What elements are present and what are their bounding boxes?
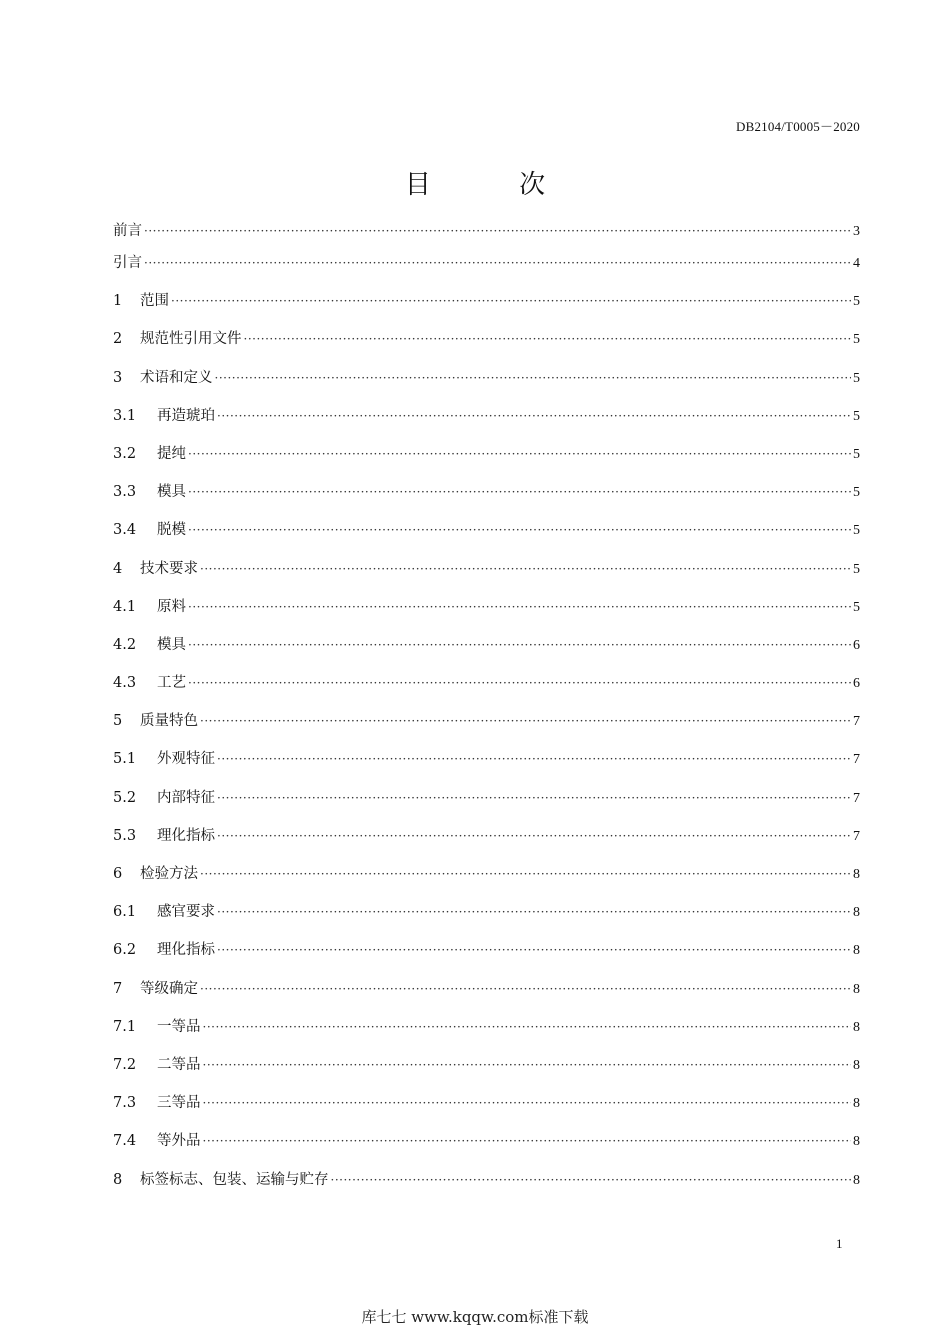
toc-entry[interactable] <box>113 1016 860 1054</box>
toc-leader-dots <box>188 634 851 656</box>
toc-entry-title: 一等品 <box>157 1018 201 1035</box>
toc-entry-number: 5.1 <box>113 751 137 768</box>
toc-entry-title: 理化指标 <box>157 827 215 844</box>
toc-entry[interactable] <box>113 596 860 634</box>
toc-entry-page: 8 <box>853 981 860 997</box>
toc-entry-page: 8 <box>853 943 860 959</box>
toc-leader-dots <box>200 558 851 580</box>
toc-leader-dots <box>171 290 851 312</box>
toc-leader-dots <box>217 748 851 770</box>
toc-entry-page: 5 <box>853 599 860 615</box>
toc-leader-dots <box>217 787 851 809</box>
toc-entry-title: 标签标志、包装、运输与贮存 <box>140 1171 329 1188</box>
toc-entry[interactable] <box>113 748 860 786</box>
toc-entry-number: 3 <box>113 369 123 386</box>
toc-leader-dots <box>331 1169 852 1191</box>
toc-entry-title: 脱模 <box>157 522 186 539</box>
toc-entry-title: 二等品 <box>157 1056 201 1073</box>
toc-leader-dots <box>203 1016 852 1038</box>
toc-entry-number: 5.2 <box>113 789 137 806</box>
toc-entry-title: 感官要求 <box>157 904 215 921</box>
toc-entry-page: 5 <box>853 485 860 501</box>
toc-entry[interactable] <box>113 978 860 1016</box>
toc-entry-number: 4.3 <box>113 675 137 692</box>
toc-entry-number: 8 <box>113 1171 123 1188</box>
toc-entry-number: 3.3 <box>113 484 137 501</box>
toc-entry-title: 外观特征 <box>157 751 215 768</box>
toc-entry-title: 引言 <box>113 255 142 271</box>
toc-entry[interactable] <box>113 672 860 710</box>
toc-entry[interactable] <box>113 787 860 825</box>
toc-leader-dots <box>188 443 851 465</box>
toc-entry-number: 7 <box>113 980 123 997</box>
toc-entry-page: 5 <box>853 332 860 348</box>
toc-leader-dots <box>188 481 851 503</box>
toc-entry[interactable] <box>113 481 860 519</box>
toc-entry-page: 7 <box>853 752 860 768</box>
toc-entry[interactable] <box>113 1092 860 1130</box>
toc-entry-page: 8 <box>853 1172 860 1188</box>
toc-leader-dots <box>244 328 852 350</box>
page-number: 1 <box>836 1236 843 1251</box>
toc-entry-title: 检验方法 <box>140 866 198 882</box>
toc-entry-page: 8 <box>853 1057 860 1073</box>
toc-entry-page: 5 <box>853 408 860 424</box>
page-title: 目 次 <box>404 170 586 200</box>
toc-entry-title: 质量特色 <box>140 713 198 730</box>
toc-entry-page: 5 <box>853 523 860 539</box>
toc-entry-page: 5 <box>853 294 860 310</box>
toc-entry-number: 2 <box>113 331 123 348</box>
toc-entry[interactable] <box>113 405 860 443</box>
toc-entry[interactable] <box>113 939 860 977</box>
toc-entry-page: 8 <box>853 1096 860 1112</box>
toc-leader-dots <box>188 519 851 541</box>
toc-leader-dots <box>217 939 851 961</box>
toc-entry-number: 7.1 <box>113 1018 137 1035</box>
toc-entry-page: 7 <box>853 714 860 730</box>
toc-entry-page: 8 <box>853 867 860 882</box>
toc-entry-number: 6.1 <box>113 904 137 921</box>
toc-entry-number: 7.2 <box>113 1056 137 1073</box>
toc-entry-number: 3.1 <box>113 407 137 424</box>
toc-leader-dots <box>217 901 851 923</box>
toc-entry-title: 工艺 <box>157 675 186 692</box>
toc-entry[interactable] <box>113 220 860 252</box>
toc-entry[interactable] <box>113 825 860 863</box>
toc-entry-page: 5 <box>853 561 860 577</box>
toc-entry-page: 8 <box>853 905 860 921</box>
toc-entry-number: 7.4 <box>113 1133 137 1150</box>
toc-leader-dots <box>215 367 852 389</box>
toc-entry-number: 5.3 <box>113 827 137 844</box>
toc-entry-number: 5 <box>113 713 123 730</box>
toc-entry-number: 6 <box>113 866 123 882</box>
toc-entry[interactable] <box>113 863 860 901</box>
toc-entry-page: 7 <box>853 828 860 844</box>
toc-entry-page: 5 <box>853 446 860 462</box>
toc-entry[interactable] <box>113 901 860 939</box>
toc-entry[interactable] <box>113 367 860 405</box>
toc-leader-dots <box>217 405 851 427</box>
toc-entry-number: 4 <box>113 560 123 577</box>
toc-entry-title: 模具 <box>157 636 186 653</box>
toc-entry-page: 5 <box>853 370 860 386</box>
toc-leader-dots <box>188 596 851 618</box>
toc-leader-dots <box>200 978 851 1000</box>
toc-entry-title: 提纯 <box>157 445 186 462</box>
toc-entry-title: 范围 <box>140 293 169 310</box>
toc-entry-page: 6 <box>853 637 860 653</box>
toc-entry-title: 模具 <box>157 484 186 501</box>
toc-entry-number: 4.2 <box>113 636 137 653</box>
toc-entry[interactable] <box>113 443 860 481</box>
toc-entry-number: 3.4 <box>113 522 137 539</box>
table-of-contents <box>113 220 860 1207</box>
toc-entry-page: 8 <box>853 1134 860 1150</box>
toc-leader-dots <box>203 1054 852 1076</box>
toc-entry[interactable] <box>113 634 860 672</box>
toc-entry-number: 1 <box>113 293 123 310</box>
toc-leader-dots <box>200 863 851 885</box>
toc-entry[interactable] <box>113 1054 860 1092</box>
toc-entry[interactable] <box>113 290 860 328</box>
toc-entry-title: 再造琥珀 <box>157 407 215 424</box>
toc-entry[interactable] <box>113 519 860 557</box>
toc-entry-page: 3 <box>853 224 860 239</box>
toc-entry-number: 3.2 <box>113 445 137 462</box>
toc-entry-title: 理化指标 <box>157 942 215 959</box>
toc-leader-dots <box>203 1092 852 1114</box>
toc-entry-title: 前言 <box>113 223 142 239</box>
toc-entry-title: 等外品 <box>157 1133 201 1150</box>
toc-entry[interactable] <box>113 1169 860 1207</box>
toc-entry-page: 6 <box>853 676 860 692</box>
toc-entry-page: 7 <box>853 790 860 806</box>
toc-entry[interactable] <box>113 252 860 290</box>
toc-entry[interactable] <box>113 1130 860 1168</box>
toc-entry-title: 术语和定义 <box>140 369 213 386</box>
toc-entry-page: 4 <box>853 256 860 271</box>
toc-leader-dots <box>144 252 851 274</box>
toc-entry-title: 内部特征 <box>157 789 215 806</box>
document-code: DB2104/T0005－2020 <box>735 119 860 134</box>
toc-entry-page: 8 <box>853 1019 860 1035</box>
toc-entry-title: 原料 <box>157 598 186 615</box>
toc-leader-dots <box>217 825 851 847</box>
watermark-text: 库七七 www.kqqw.com标准下载 <box>361 1308 589 1326</box>
toc-entry-number: 7.3 <box>113 1095 137 1112</box>
toc-entry-title: 三等品 <box>157 1095 201 1112</box>
toc-leader-dots <box>203 1130 852 1152</box>
toc-leader-dots <box>200 710 851 732</box>
toc-entry[interactable] <box>113 710 860 748</box>
toc-entry-number: 4.1 <box>113 598 137 615</box>
toc-entry-title: 等级确定 <box>140 980 198 997</box>
toc-entry-title: 技术要求 <box>140 560 198 577</box>
toc-leader-dots <box>188 672 851 694</box>
toc-entry-title: 规范性引用文件 <box>140 331 242 348</box>
toc-entry-number: 6.2 <box>113 942 137 959</box>
toc-leader-dots <box>144 220 851 242</box>
toc-entry[interactable] <box>113 328 860 366</box>
toc-entry[interactable] <box>113 558 860 596</box>
